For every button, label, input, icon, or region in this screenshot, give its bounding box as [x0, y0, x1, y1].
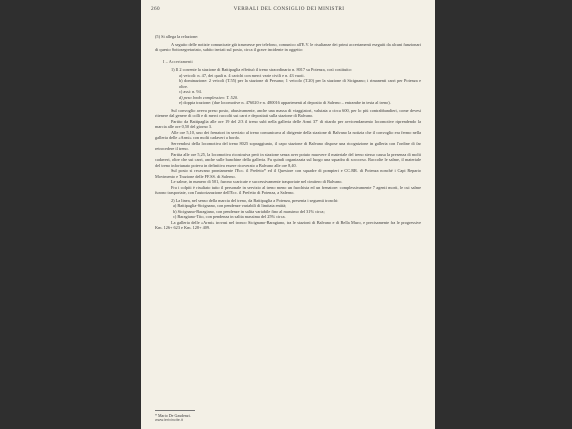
paragraph: Le salme, in numero di 501, furono scaricate e successivamente trasportate nel cimitero di Balvano. [171, 179, 343, 184]
list-item: d) peso lordo complessivo: T. 520. [179, 94, 239, 100]
page-number: 260 [151, 6, 160, 12]
page-footer [155, 410, 421, 423]
paragraph: Partita alle ore 5,25, la locomotiva ricostruiva però in stazione senza aver potuto muovere il materiale del treno stesso causa la presenza di molti cadaveri, oltre che sui carri, anche sulle banchine della galleria. Fu quindi organizzata sul luogo una squadra di soccorso. Raccolte le salme, il materiale del treno infortunato poteva in definitiva essere ricoverato a Balvano alle ore 8,40. [155, 151, 421, 168]
list-item: c) Baragiano-Tito, con pendenza in salita massima del 25% circa. [173, 214, 286, 219]
list-item: c) assi: n. 94. [179, 89, 202, 94]
point-1: 1) Il 2 corrente la stazione di Battipaglia effettuò il treno straordinario n. 8017 su Potenza, così costituito: [171, 67, 352, 72]
paragraph: Partito da Battipaglia alle ore 19 del 2/3 il treno subì nella galleria delle Armi 37' di ritardo per avvicendamento locomotive riprendendo la marcia alle ore 0,50 del giorno 3. [155, 118, 421, 129]
paragraph: Alle ore 5,10, uno dei frenatori in servizio al treno comunicava al dirigente della stazione di Balvano la notizia che il convoglio era fermo nella galleria delle «Armi» con molti cadaveri a bordo. [155, 129, 421, 140]
paragraph: Servendosi della locomotiva del treno 8025 sopraggiunto, il capo stazione di Balvano dispose una ricognizione in galleria con l'ordine di far retrocedere il treno. [155, 140, 421, 151]
point-2: 2) La linea, nel senso della marcia del treno, da Battipaglia a Potenza, presenta i seguenti tronchi: [171, 197, 339, 203]
list-item: a) veicoli: n. 47, dei quali n. 4 carichi con merci varie civili e n. 43 vuoti. [179, 72, 305, 78]
paragraph: Sul posto si recavano prontamente l'Ecc. il Prefetto* ed il Questore con squadre di pompieri e CC.RR. di Potenza nonché i Capi Reparto Movimento e Trazione delle FF.SS. di Salerno. [155, 168, 421, 179]
footnote-rule [155, 410, 195, 411]
site-watermark: www.lerivincite.it [155, 418, 183, 422]
list-item: b) Sicignano-Baragiano, con pendenze in salita variabile fino al massimo del 31% circa; [173, 208, 325, 214]
document-page [141, 0, 435, 429]
allegato-line: (5) Si allega la relazione: [155, 34, 199, 39]
paragraph: Sul convoglio aveva preso posto, abusivamente, anche una massa di viaggiatori, valutata a circa 600, per lo più contrabbandieri, come devesi ritenere dal genere di colli e di merci raccolti sui carri e depositati sulla stazione di Balvano. [155, 107, 421, 118]
list-item: a) Battipaglia-Sicignano, con pendenze variabili di limitata entità; [173, 203, 287, 208]
paragraph: Fra i colpiti è risultato tutto il personale in servizio al treno meno un fuochista ed un frenatore: complessivamente 7 agenti morti, le cui salme furono trasportate, con l'autorizzazione dell'Ecc. il Prefetto di Potenza, a Salerno. [155, 184, 421, 195]
list-item: b) dominazione: 2 veicoli (T.55) per la stazione di Persano; 1 veicolo (T.20) per la stazione di Sicignano; i rimanenti carri per Potenza e oltre. [179, 78, 421, 89]
body-text [155, 34, 421, 231]
final-paragraph: La galleria delle «Armi» trovasi nel tronco Sicignano-Baragiano, tra le stazioni di Balvano e di Bella Muro, e precisamente fra le progressive Km. 126+ 623 e Km. 128+ 409. [155, 219, 421, 230]
running-title: VERBALI DEL CONSIGLIO DEI MINISTRI [233, 6, 345, 12]
section-heading: I – Accertamenti [163, 58, 193, 64]
footnote: * Mario De Gaudenzi. [155, 413, 191, 418]
intro-paragraph: A seguito delle notizie comunicate già trasmesse per telefono, comunico all'E.V. le risultanze dei primi accertamenti eseguiti da alcuni funzionari di questo Sottosegretariato, subito inviati sul posto, circa il grave incidente in oggetto: [155, 41, 421, 52]
list-item: e) doppia trazione: (due locomotive n. 476020 e n. 480016 appartenenti al deposito di Salerno – entrambe in testa al treno). [179, 100, 391, 105]
